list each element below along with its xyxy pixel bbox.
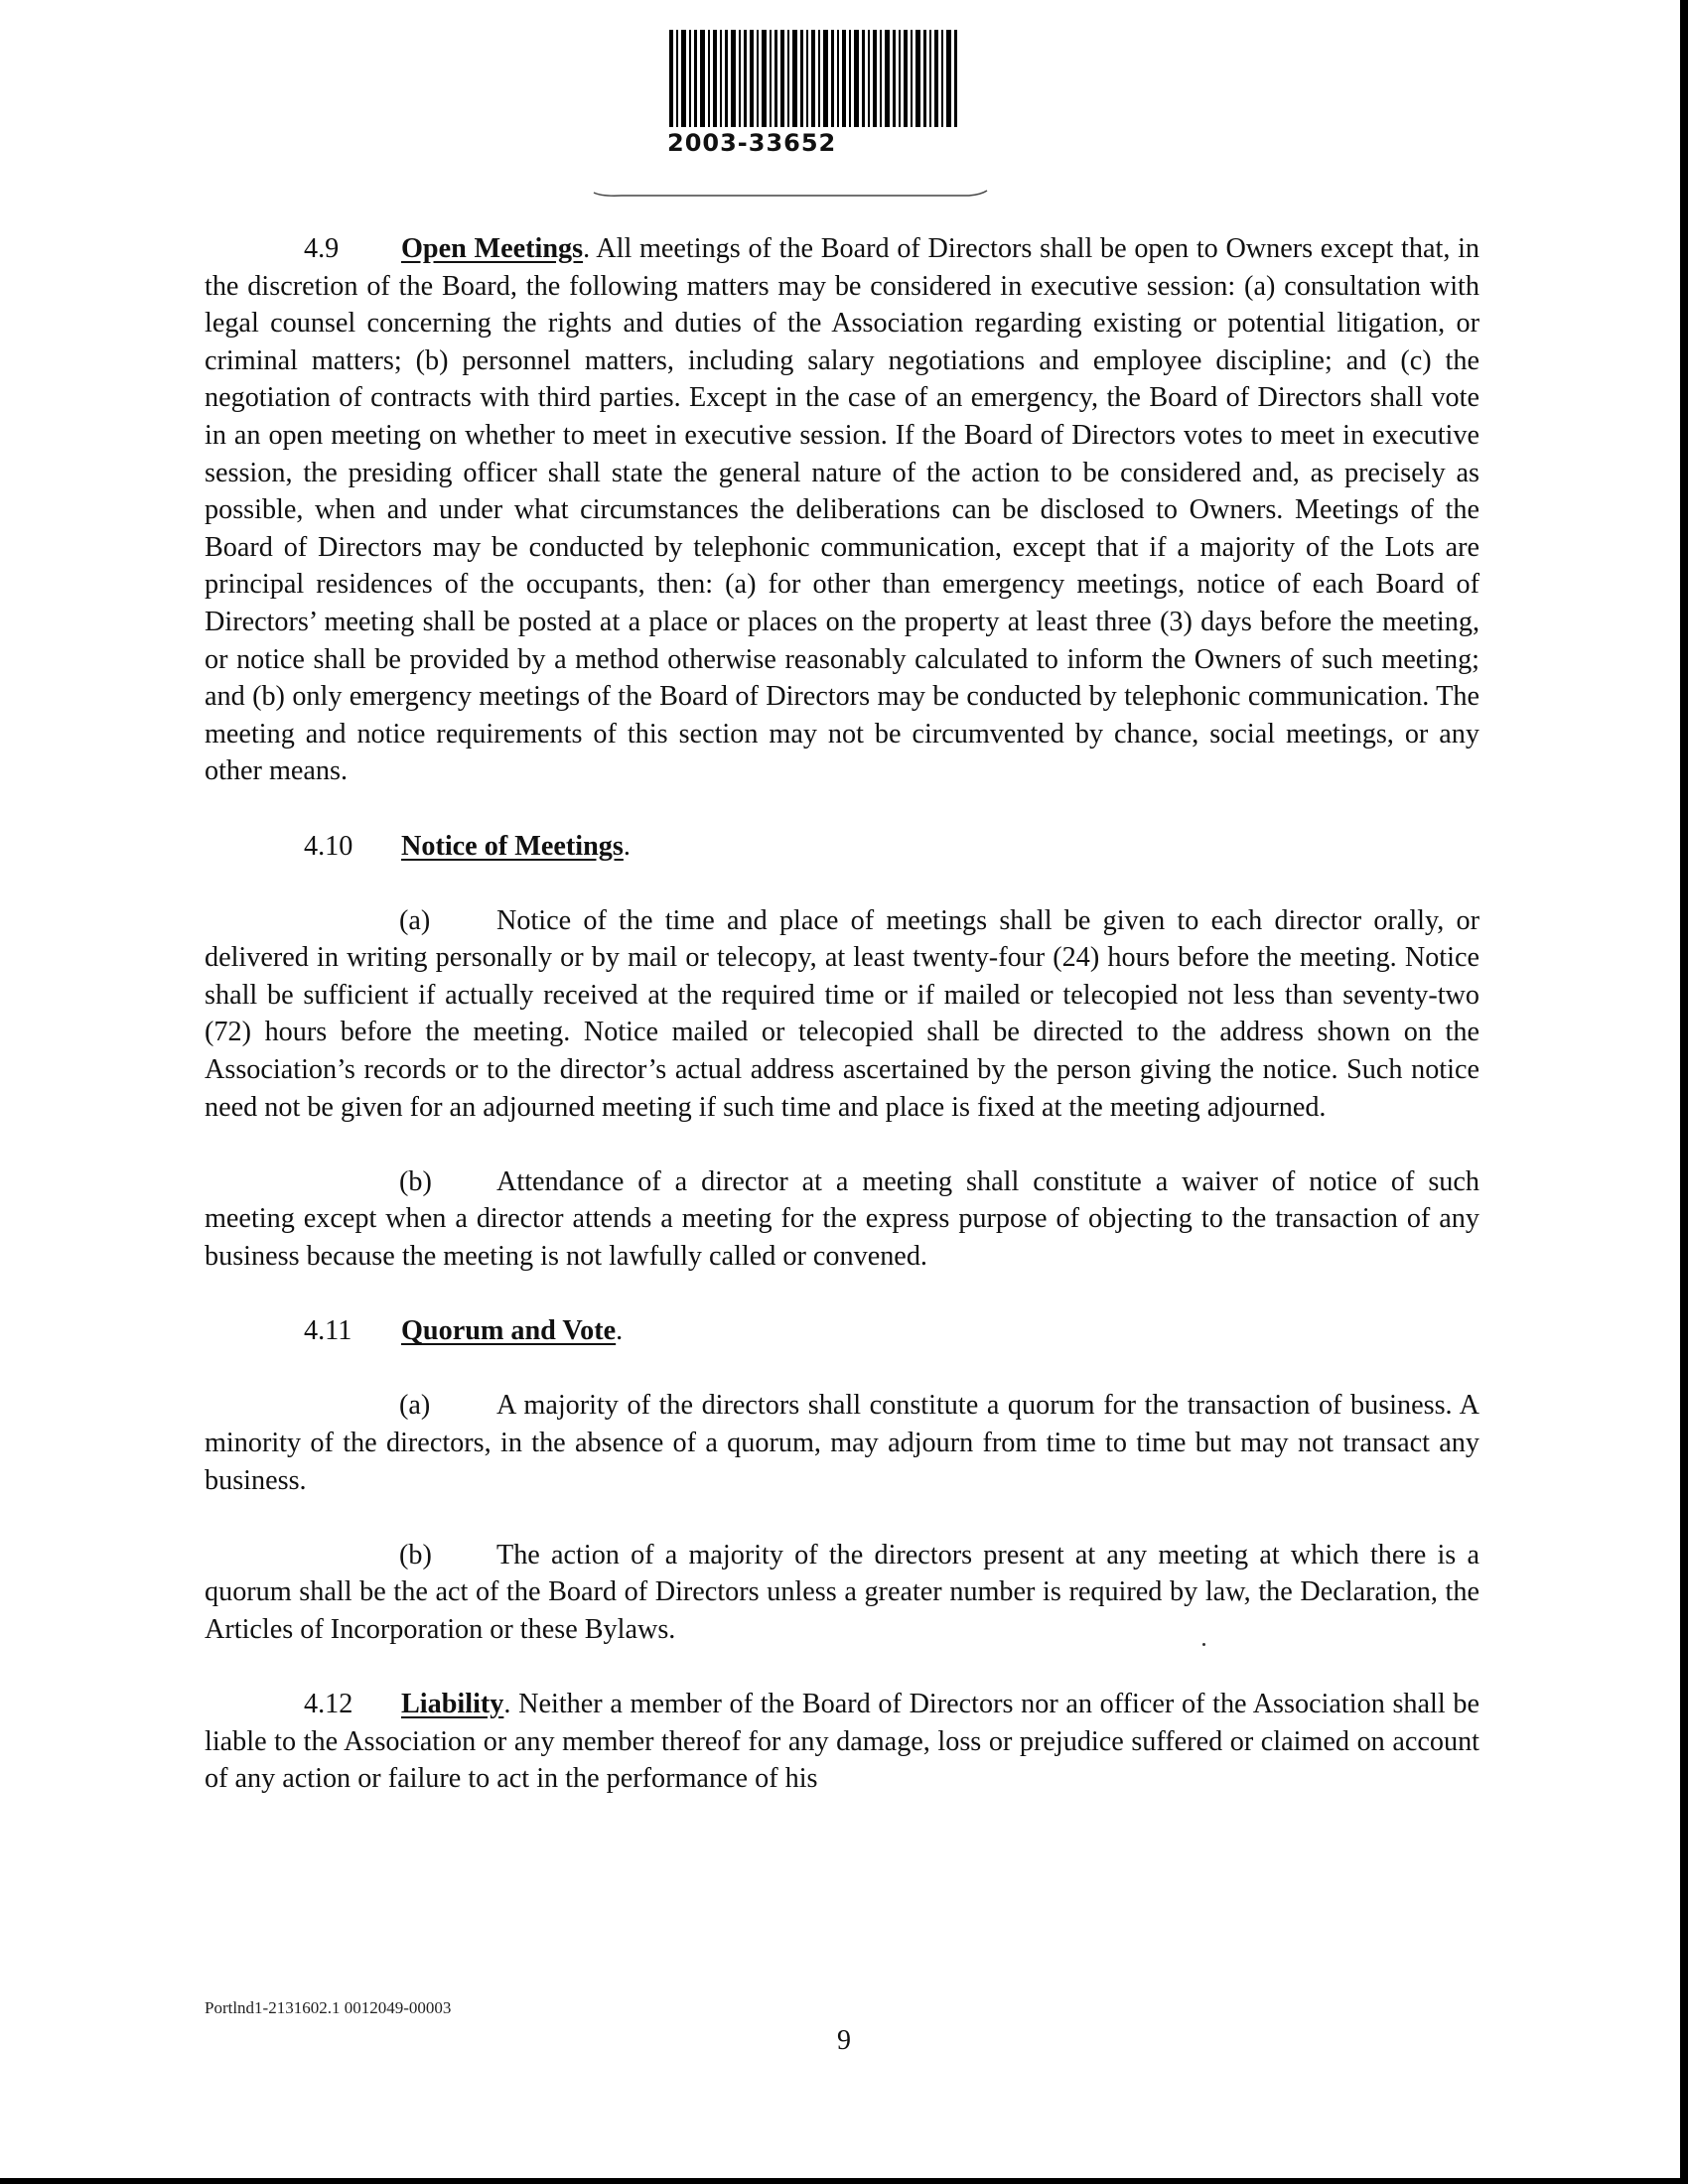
scan-speck bbox=[1202, 1643, 1205, 1646]
subsection-body: The action of a majority of the directors present at any meeting at which there is a quorum shall be the act of the Board of Directors unless a greater number is required by law, the Declaration, the Articles of Incorporation or these Bylaws. bbox=[205, 1539, 1479, 1645]
subsection-label: (b) bbox=[399, 1539, 432, 1570]
section-body: . All meetings of the Board of Directors shall be open to Owners except that, in the discretion of the Board, the following matters may be considered in executive session: (a) consultation with legal counsel concerning the rights and duties of the Association regarding existing or potential litigation, or criminal matters; (b) personnel matters, including salary negotiations and employee discipline; and (c) the negotiation of contracts with third parties. Except in the case of an emergency, the Board of Directors shall vote in an open meeting on whether to meet in executive session. If the Board of Directors votes to meet in executive session, the presiding officer shall state the general nature of the action to be considered and, as precisely as possible, when and under what circumstances the deliberations can be disclosed to Owners. Meetings of the Board of Directors may be conducted by telephonic communication, except that if a majority of the Lots are principal residences of the occupants, then: (a) for other than emergency meetings, notice of each Board of Directors’ meeting shall be posted at a place or places on the property at least three (3) days before the meeting, or notice shall be provided by a method otherwise reasonably calculated to inform the Owners of such meeting; and (b) only emergency meetings of the Board of Directors may be conducted by telephonic communication. The meeting and notice requirements of this section may not be circumvented by chance, social meetings, or any other means. bbox=[205, 233, 1479, 787]
scan-edge-bottom bbox=[0, 2178, 1688, 2184]
heading-period: . bbox=[616, 1315, 624, 1347]
section-4-10-a bbox=[205, 902, 1479, 1127]
section-4-12 bbox=[205, 1686, 1479, 1798]
stamp-underline bbox=[592, 189, 989, 203]
section-title: Open Meetings bbox=[401, 233, 584, 264]
section-4-11-b bbox=[205, 1537, 1479, 1649]
section-title: Notice of Meetings bbox=[401, 830, 624, 862]
subsection-label: (a) bbox=[399, 1390, 431, 1422]
document-reference-footer: Portlnd1-2131602.1 0012049-00003 bbox=[205, 1998, 452, 2017]
subsection-body: A majority of the directors shall constitute a quorum for the transaction of business. A minority of the directors, in the absence of a quorum, may adjourn from time to time but may not transact any business. bbox=[205, 1390, 1479, 1496]
heading-period: . bbox=[623, 830, 631, 862]
document-body bbox=[205, 230, 1479, 1798]
scan-edge-right bbox=[1680, 0, 1688, 2184]
subsection-body: Attendance of a director at a meeting shall constitute a waiver of notice of such meeting except when a director attends a meeting for the express purpose of objecting to the transaction of any business because the meeting is not lawfully called or convened. bbox=[205, 1165, 1479, 1273]
section-4-9 bbox=[205, 230, 1479, 790]
section-number: 4.11 bbox=[304, 1315, 352, 1347]
page-number: 9 bbox=[837, 2025, 851, 2056]
section-4-11-a bbox=[205, 1387, 1479, 1499]
section-number: 4.9 bbox=[304, 233, 340, 264]
barcode-graphic bbox=[669, 30, 961, 127]
recording-number: 2003-33652 bbox=[667, 129, 837, 157]
subsection-label: (b) bbox=[399, 1165, 432, 1197]
section-number: 4.10 bbox=[304, 830, 353, 862]
subsection-label: (a) bbox=[399, 904, 431, 936]
section-body: . Neither a member of the Board of Directors nor an officer of the Association shall be liable to the Association or any member thereof for any damage, loss or prejudice suffered or claimed on account of any action or failure to act in the performance of his bbox=[205, 1689, 1479, 1795]
recording-barcode-stamp bbox=[667, 30, 965, 159]
section-title: Quorum and Vote bbox=[401, 1315, 617, 1347]
section-number: 4.12 bbox=[304, 1689, 353, 1720]
section-4-11-heading bbox=[205, 1312, 1479, 1350]
subsection-body: Notice of the time and place of meetings shall be given to each director orally, or delivered in writing personally or by mail or telecopy, at least twenty-four (24) hours before the meeting. Notice shall be sufficient if actually received at the required time or if mailed or telecopied not less than seventy-two (72) hours before the meeting. Notice mailed or telecopied shall be directed to the address shown on the Association’s records or to the director’s actual address ascertained by the person giving the notice. Such notice need not be given for an adjourned meeting if such time and place is fixed at the meeting adjourned. bbox=[205, 904, 1479, 1123]
section-4-10-heading bbox=[205, 828, 1479, 866]
section-4-10-b bbox=[205, 1163, 1479, 1276]
section-title: Liability bbox=[401, 1689, 504, 1720]
